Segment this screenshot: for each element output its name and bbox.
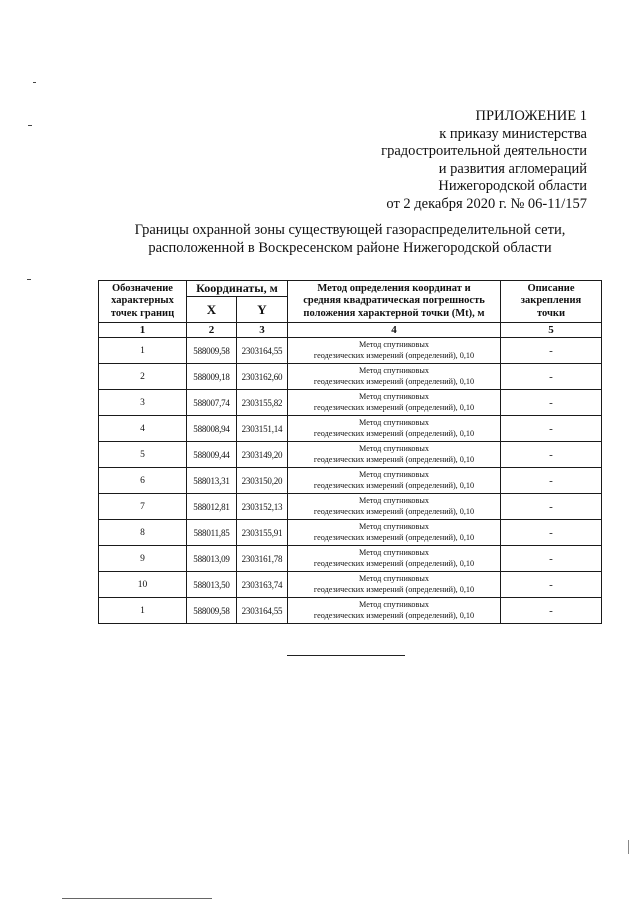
x-coordinate: 588009,44 <box>187 442 237 468</box>
table-header-row <box>99 281 602 297</box>
point-number: 1 <box>99 338 187 364</box>
description-cell: - <box>501 442 602 468</box>
appendix-ministry-line: градостроительной деятельности <box>381 143 587 160</box>
description-cell: - <box>501 494 602 520</box>
method-line: Метод спутниковых <box>359 521 429 531</box>
table-row <box>99 390 602 416</box>
table-row <box>99 494 602 520</box>
x-coordinate: 588007,74 <box>187 390 237 416</box>
method-line: геодезических измерений (определений), 0,10 <box>313 610 475 620</box>
header-text: точек границ <box>110 307 175 319</box>
x-coordinate: 588009,58 <box>187 598 237 624</box>
appendix-region-line: Нижегородской области <box>438 178 587 195</box>
title-line: расположенной в Воскресенском районе Нижегородской области <box>148 239 552 256</box>
description-cell: - <box>501 546 602 572</box>
y-coordinate: 2303162,60 <box>237 364 288 390</box>
coordinates-header: Координаты, м <box>187 281 288 297</box>
y-coordinate: 2303164,55 <box>237 598 288 624</box>
method-cell <box>288 338 501 364</box>
boundary-points-table <box>98 280 602 624</box>
method-line: геодезических измерений (определений), 0,10 <box>313 506 475 516</box>
y-coordinate: 2303163,74 <box>237 572 288 598</box>
header-text: Описание <box>527 282 575 294</box>
method-line: геодезических измерений (определений), 0,10 <box>313 402 475 412</box>
x-coordinate: 588013,50 <box>187 572 237 598</box>
method-line: Метод спутниковых <box>359 573 429 583</box>
method-cell <box>288 468 501 494</box>
appendix-header <box>381 108 587 214</box>
appendix-label: ПРИЛОЖЕНИЕ 1 <box>475 108 587 124</box>
point-number: 6 <box>99 468 187 494</box>
method-line: Метод спутниковых <box>359 599 429 609</box>
header-text: Метод определения координат и <box>317 282 471 294</box>
appendix-order-line: к приказу министерства <box>439 125 587 142</box>
method-cell <box>288 364 501 390</box>
method-line: Метод спутниковых <box>359 391 429 401</box>
x-coordinate: 588012,81 <box>187 494 237 520</box>
table-row <box>99 598 602 624</box>
method-line: геодезических измерений (определений), 0,10 <box>313 558 475 568</box>
y-header: Y <box>237 297 288 323</box>
y-coordinate: 2303155,82 <box>237 390 288 416</box>
point-number: 8 <box>99 520 187 546</box>
table-row <box>99 416 602 442</box>
table-row <box>99 338 602 364</box>
column-number: 4 <box>288 323 501 338</box>
description-cell: - <box>501 468 602 494</box>
header-text: Обозначение <box>112 282 173 294</box>
point-number: 2 <box>99 364 187 390</box>
header-text: положения характерной точки (Mt), м <box>303 307 485 319</box>
y-coordinate: 2303150,20 <box>237 468 288 494</box>
x-coordinate: 588009,18 <box>187 364 237 390</box>
description-cell: - <box>501 572 602 598</box>
x-coordinate: 588013,09 <box>187 546 237 572</box>
description-cell: - <box>501 520 602 546</box>
scan-mark <box>27 279 31 280</box>
table-row <box>99 364 602 390</box>
method-cell <box>288 598 501 624</box>
x-header: X <box>187 297 237 323</box>
document-title <box>100 222 600 257</box>
table-row <box>99 546 602 572</box>
table-row <box>99 520 602 546</box>
column-number: 5 <box>501 323 602 338</box>
method-line: Метод спутниковых <box>359 339 429 349</box>
description-cell: - <box>501 598 602 624</box>
y-coordinate: 2303151,14 <box>237 416 288 442</box>
column-numbers-row <box>99 323 602 338</box>
x-coordinate: 588011,85 <box>187 520 237 546</box>
point-number: 7 <box>99 494 187 520</box>
scan-mark <box>33 82 36 83</box>
description-cell: - <box>501 364 602 390</box>
header-text: характерных <box>111 295 174 307</box>
appendix-ministry-line: и развития агломераций <box>438 160 587 177</box>
x-coordinate: 588013,31 <box>187 468 237 494</box>
point-number: 9 <box>99 546 187 572</box>
method-line: Метод спутниковых <box>359 443 429 453</box>
method-line: Метод спутниковых <box>359 495 429 505</box>
table-row <box>99 572 602 598</box>
point-number: 5 <box>99 442 187 468</box>
point-number: 10 <box>99 572 187 598</box>
header-text: средняя квадратическая погрешность <box>303 295 485 307</box>
y-coordinate: 2303161,78 <box>237 546 288 572</box>
footer-line <box>62 898 212 899</box>
method-line: Метод спутниковых <box>359 365 429 375</box>
appendix-date-line: от 2 декабря 2020 г. № 06-11/157 <box>386 195 587 212</box>
method-cell <box>288 390 501 416</box>
y-coordinate: 2303152,13 <box>237 494 288 520</box>
x-coordinate: 588008,94 <box>187 416 237 442</box>
method-cell <box>288 442 501 468</box>
header-text: точки <box>536 307 566 319</box>
y-coordinate: 2303164,55 <box>237 338 288 364</box>
method-line: геодезических измерений (определений), 0,10 <box>313 428 475 438</box>
end-separator-line <box>287 655 405 656</box>
table-row <box>99 442 602 468</box>
point-number: 3 <box>99 390 187 416</box>
description-cell: - <box>501 416 602 442</box>
method-line: геодезических измерений (определений), 0,10 <box>313 350 475 360</box>
point-number: 4 <box>99 416 187 442</box>
method-line: геодезических измерений (определений), 0,10 <box>313 376 475 386</box>
method-header <box>288 281 501 323</box>
header-text: закрепления <box>520 295 582 307</box>
table-body <box>99 338 602 624</box>
method-line: геодезических измерений (определений), 0,10 <box>313 454 475 464</box>
method-cell <box>288 546 501 572</box>
y-coordinate: 2303149,20 <box>237 442 288 468</box>
point-number: 1 <box>99 598 187 624</box>
method-line: геодезических измерений (определений), 0,10 <box>313 584 475 594</box>
column-number: 2 <box>187 323 237 338</box>
scan-mark <box>28 125 32 126</box>
column-number: 3 <box>237 323 288 338</box>
method-line: геодезических измерений (определений), 0,10 <box>313 532 475 542</box>
scan-mark <box>628 840 629 854</box>
description-header <box>501 281 602 323</box>
method-cell <box>288 494 501 520</box>
method-line: Метод спутниковых <box>359 417 429 427</box>
y-coordinate: 2303155,91 <box>237 520 288 546</box>
method-line: Метод спутниковых <box>359 469 429 479</box>
description-cell: - <box>501 390 602 416</box>
designation-header <box>99 281 187 323</box>
column-number: 1 <box>99 323 187 338</box>
title-line: Границы охранной зоны существующей газораспределительной сети, <box>134 222 566 238</box>
description-cell: - <box>501 338 602 364</box>
table-row <box>99 468 602 494</box>
method-line: Метод спутниковых <box>359 547 429 557</box>
method-cell <box>288 572 501 598</box>
method-cell <box>288 416 501 442</box>
x-coordinate: 588009,58 <box>187 338 237 364</box>
method-line: геодезических измерений (определений), 0,10 <box>313 480 475 490</box>
method-cell <box>288 520 501 546</box>
